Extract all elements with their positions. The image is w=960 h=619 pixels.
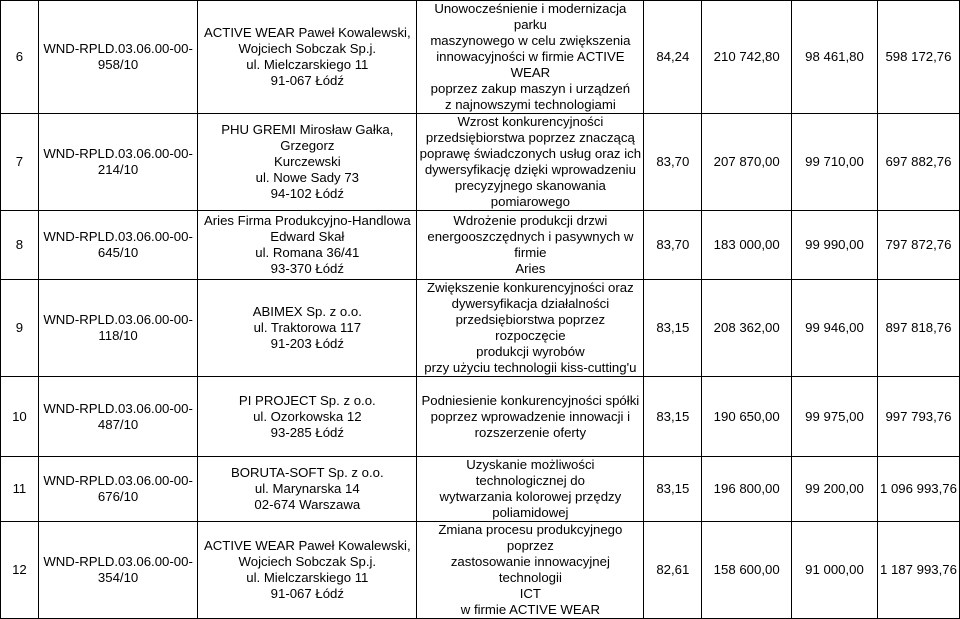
funding-value-cell: [792, 522, 878, 619]
application-code-line: 958/10: [97, 57, 139, 72]
funding-value-cell: [792, 114, 878, 211]
beneficiary-line: PHU GREMI Mirosław Gałka, Grzegorz: [221, 122, 394, 153]
beneficiary: [200, 25, 414, 89]
score-cell: [644, 211, 702, 280]
score: 83,15: [656, 408, 690, 424]
score-cell: [644, 1, 702, 114]
row-number-cell: [1, 280, 39, 377]
project-title-line: innowacyjności w firmie ACTIVE WEAR: [436, 49, 625, 80]
project-title-cell: [417, 114, 644, 211]
cumulative-value: 997 793,76: [885, 408, 952, 424]
beneficiary-line: 94-102 Łódź: [270, 186, 344, 201]
score-cell: [644, 522, 702, 619]
project-title-cell: [417, 522, 644, 619]
row-number-cell: [1, 114, 39, 211]
table-row: [1, 1, 960, 114]
beneficiary-line: ul. Traktorowa 117: [253, 320, 362, 335]
application-code-line: WND-RPLD.03.06.00-00-: [43, 312, 193, 327]
application-code-line: WND-RPLD.03.06.00-00-: [43, 554, 193, 569]
beneficiary-line: 91-067 Łódź: [270, 73, 344, 88]
project-title-line: Wzrost konkurencyjności: [457, 114, 604, 129]
funding-value-cell: [792, 1, 878, 114]
beneficiary: [200, 393, 414, 441]
beneficiary-line: ul. Ozorkowska 12: [253, 408, 362, 424]
funding-value-cell: [792, 280, 878, 377]
total-value-cell: [702, 1, 792, 114]
application-code-line: 487/10: [97, 416, 139, 432]
total-value-cell: [702, 114, 792, 211]
score: 84,24: [656, 49, 690, 64]
cumulative-value-cell: [877, 114, 959, 211]
total-value: 208 362,00: [713, 320, 780, 335]
beneficiary-line: ABIMEX Sp. z o.o.: [252, 304, 362, 319]
project-title-cell: [417, 1, 644, 114]
table-row: [1, 457, 960, 522]
beneficiary-line: Wojciech Sobczak Sp.j.: [238, 554, 377, 569]
funding-value-cell: [792, 457, 878, 522]
project-title-line: wytwarzania kolorowej przędzy: [439, 489, 622, 504]
cumulative-value: 1 096 993,76: [879, 481, 957, 496]
cumulative-value: 1 187 993,76: [879, 562, 957, 577]
table-row: [1, 211, 960, 280]
beneficiary: [200, 122, 414, 202]
project-title-line: z najnowszymi technologiami: [444, 97, 616, 112]
total-value-cell: [702, 522, 792, 619]
project-title-line: produkcji wyrobów: [476, 344, 585, 359]
beneficiary-line: ACTIVE WEAR Paweł Kowalewski,: [203, 538, 411, 553]
cumulative-value: 598 172,76: [885, 49, 952, 64]
table-row: [1, 114, 960, 211]
application-code-line: WND-RPLD.03.06.00-00-: [43, 41, 193, 56]
project-title-line: przy użyciu technologii kiss-cutting'u: [424, 360, 637, 375]
application-code-line: 118/10: [98, 328, 138, 343]
project-title-line: Uzyskanie możliwości technologicznej do: [466, 457, 595, 488]
beneficiary: [200, 465, 414, 513]
beneficiary-line: ul. Nowe Sady 73: [255, 170, 359, 185]
project-title-line: ICT: [519, 586, 541, 601]
cumulative-value: 897 818,76: [885, 320, 952, 335]
cumulative-value-cell: [877, 211, 959, 280]
project-title-line: Podniesienie konkurencyjności spółki: [421, 392, 640, 408]
project-title-line: precyzyjnego skanowania pomiarowego: [454, 178, 606, 209]
project-title-line: poprzez wprowadzenie innowacji i: [430, 408, 631, 424]
score: 83,15: [656, 320, 690, 335]
score-cell: [644, 457, 702, 522]
project-title-line: Wdrożenie produkcji drzwi: [453, 213, 608, 228]
cumulative-value-cell: [877, 457, 959, 522]
total-value: 196 800,00: [713, 481, 780, 496]
cumulative-value-cell: [877, 280, 959, 377]
beneficiary-line: ul. Mielczarskiego 11: [246, 570, 369, 585]
application-code-cell: [38, 114, 198, 211]
row-number: 11: [12, 481, 27, 496]
application-code-cell: [38, 377, 198, 457]
beneficiary-cell: [198, 114, 417, 211]
beneficiary-line: 93-370 Łódź: [270, 261, 344, 276]
beneficiary-cell: [198, 1, 417, 114]
cumulative-value-cell: [877, 522, 959, 619]
project-title-cell: [417, 377, 644, 457]
project-title-line: poliamidowej: [492, 505, 569, 520]
score-cell: [644, 280, 702, 377]
funding-value: 99 200,00: [805, 481, 864, 496]
beneficiary-cell: [198, 211, 417, 280]
project-title-line: Zmiana procesu produkcyjnego poprzez: [438, 522, 623, 553]
funding-value: 99 975,00: [805, 408, 864, 424]
beneficiary-line: BORUTA-SOFT Sp. z o.o.: [230, 465, 384, 480]
row-number-cell: [1, 457, 39, 522]
project-title-line: poprzez zakup maszyn i urządzeń: [430, 81, 631, 96]
score: 83,15: [656, 481, 690, 496]
row-number-cell: [1, 1, 39, 114]
application-code-cell: [38, 522, 198, 619]
cumulative-value: 797 872,76: [885, 237, 952, 252]
funding-value: 98 461,80: [805, 49, 864, 64]
application-code-line: 214/10: [97, 162, 139, 177]
score-cell: [644, 114, 702, 211]
beneficiary: [200, 213, 414, 277]
project-title-line: dywersyfikacja działalności: [451, 296, 610, 311]
total-value-cell: [702, 457, 792, 522]
application-code-line: WND-RPLD.03.06.00-00-: [43, 229, 193, 244]
project-title-line: rozszerzenie oferty: [474, 424, 587, 440]
funding-value: 99 710,00: [805, 154, 864, 169]
row-number-cell: [1, 211, 39, 280]
application-code-line: 676/10: [97, 489, 139, 504]
beneficiary-line: ul. Romana 36/41: [255, 245, 360, 260]
project-title-line: energooszczędnych i pasywnych w firmie: [427, 229, 634, 260]
row-number: 6: [15, 49, 24, 64]
row-number: 9: [15, 320, 24, 335]
beneficiary-line: PI PROJECT Sp. z o.o.: [238, 392, 376, 408]
project-title-line: Zwiększenie konkurencyjności oraz: [427, 280, 634, 295]
beneficiary-line: ul. Marynarska 14: [254, 481, 360, 496]
beneficiary-line: ACTIVE WEAR Paweł Kowalewski,: [203, 25, 411, 40]
table-row: [1, 280, 960, 377]
application-code-line: WND-RPLD.03.06.00-00-: [43, 473, 193, 488]
score-cell: [644, 377, 702, 457]
total-value-cell: [702, 280, 792, 377]
project-title-line: przedsiębiorstwa poprzez znaczącą: [425, 130, 635, 145]
funding-value-cell: [792, 211, 878, 280]
project-title-line: maszynowego w celu zwiększenia: [430, 33, 631, 48]
project-title-line: przedsiębiorstwa poprzez rozpoczęcie: [455, 312, 606, 343]
row-number: 10: [12, 408, 27, 424]
table-row: [1, 377, 960, 457]
beneficiary-line: Wojciech Sobczak Sp.j.: [238, 41, 377, 56]
score: 82,61: [656, 562, 690, 577]
row-number-cell: [1, 522, 39, 619]
funding-value: 99 946,00: [805, 320, 864, 335]
row-number: 8: [15, 237, 24, 252]
table-row: [1, 522, 960, 619]
project-title-line: Unowocześnienie i modernizacja parku: [434, 1, 627, 32]
beneficiary-line: 93-285 Łódź: [270, 424, 344, 440]
table-body: [1, 1, 960, 619]
application-code-line: WND-RPLD.03.06.00-00-: [43, 400, 193, 416]
total-value-cell: [702, 377, 792, 457]
beneficiary-line: 91-203 Łódź: [270, 336, 344, 351]
beneficiary: [200, 304, 414, 352]
row-number-cell: [1, 377, 39, 457]
application-code-cell: [38, 280, 198, 377]
cumulative-value-cell: [877, 1, 959, 114]
row-number: 12: [12, 562, 27, 577]
project-title-line: w firmie ACTIVE WEAR: [460, 602, 600, 617]
total-value: 183 000,00: [713, 237, 780, 252]
application-code-line: WND-RPLD.03.06.00-00-: [43, 146, 193, 161]
score: 83,70: [656, 237, 690, 252]
beneficiary-cell: [198, 457, 417, 522]
project-title-line: zastosowanie innowacyjnej technologii: [450, 554, 610, 585]
beneficiary-cell: [198, 377, 417, 457]
total-value-cell: [702, 211, 792, 280]
application-code-line: 354/10: [97, 570, 139, 585]
beneficiary-cell: [198, 280, 417, 377]
funding-value: 91 000,00: [805, 562, 864, 577]
beneficiary-line: Aries Firma Produkcyjno-Handlowa: [203, 213, 411, 228]
application-code-line: 645/10: [97, 245, 139, 260]
beneficiary-line: 02-674 Warszawa: [254, 497, 361, 512]
total-value: 190 650,00: [713, 408, 780, 424]
total-value: 158 600,00: [713, 562, 780, 577]
total-value: 210 742,80: [713, 49, 780, 64]
beneficiary-line: Kurczewski: [273, 154, 341, 169]
row-number: 7: [15, 154, 24, 169]
cumulative-value: 697 882,76: [885, 154, 952, 169]
project-title-line: Aries: [515, 261, 546, 276]
beneficiary: [200, 538, 414, 602]
beneficiary-line: Edward Skał: [270, 229, 345, 244]
funding-value: 99 990,00: [805, 237, 864, 252]
project-title-line: dywersyfikację dzięki wprowadzeniu: [424, 162, 636, 177]
application-code-cell: [38, 457, 198, 522]
project-title-cell: [417, 211, 644, 280]
project-title-cell: [417, 457, 644, 522]
funding-value-cell: [792, 377, 878, 457]
beneficiary-cell: [198, 522, 417, 619]
total-value: 207 870,00: [713, 154, 780, 169]
beneficiary-line: ul. Mielczarskiego 11: [246, 57, 369, 72]
beneficiary-line: 91-067 Łódź: [270, 586, 344, 601]
score: 83,70: [656, 154, 690, 169]
project-title-line: poprawę świadczonych usług oraz ich: [419, 146, 642, 161]
application-code-cell: [38, 211, 198, 280]
project-title-cell: [417, 280, 644, 377]
application-code-cell: [38, 1, 198, 114]
cumulative-value-cell: [877, 377, 959, 457]
